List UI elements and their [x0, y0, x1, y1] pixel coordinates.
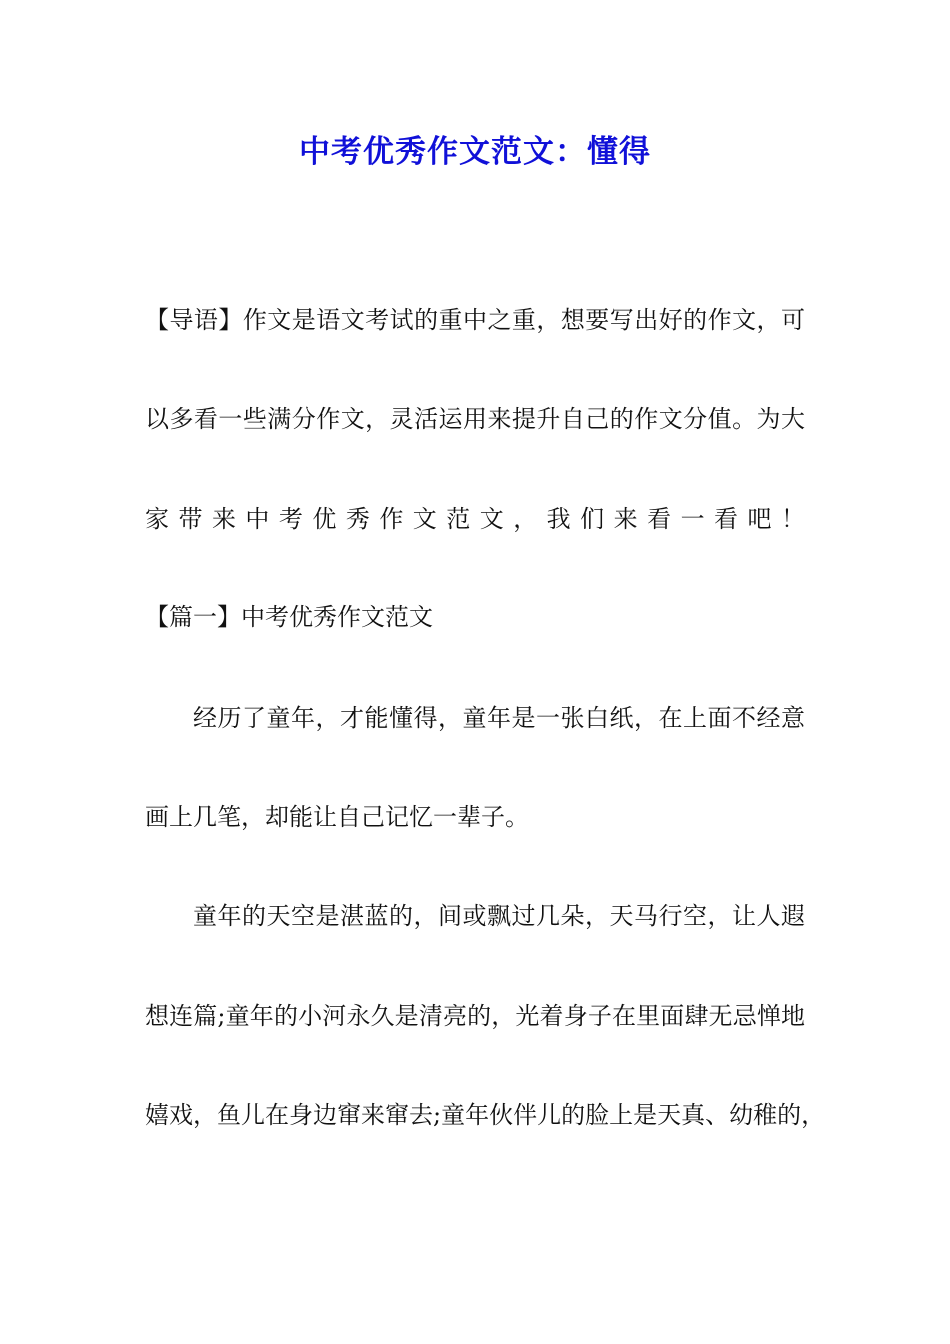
document-title: 中考优秀作文范文：懂得: [299, 134, 651, 170]
paragraph-2-line-3: 嬉戏，鱼儿在身边窜来窜去;童年伙伴儿的脸上是天真、幼稚的，: [145, 1101, 826, 1129]
intro-line-2: 以多看一些满分作文，灵活运用来提升自己的作文分值。为大: [145, 405, 805, 433]
intro-line-1: 【导语】作文是语文考试的重中之重，想要写出好的作文，可: [145, 306, 805, 334]
intro-line-3: 家带来中考优秀作文范文，我们来看一看吧！: [145, 505, 805, 533]
paragraph-2-line-1: 童年的天空是湛蓝的，间或飘过几朵，天马行空，让人遐: [193, 902, 805, 930]
paragraph-1-line-2: 画上几笔，却能让自己记忆一辈子。: [145, 803, 529, 831]
paragraph-2-line-2: 想连篇;童年的小河永久是清亮的，光着身子在里面肆无忌惮地: [145, 1002, 805, 1030]
section-heading: 【篇一】中考优秀作文范文: [145, 603, 433, 631]
paragraph-1-line-1: 经历了童年，才能懂得，童年是一张白纸，在上面不经意: [193, 704, 805, 732]
